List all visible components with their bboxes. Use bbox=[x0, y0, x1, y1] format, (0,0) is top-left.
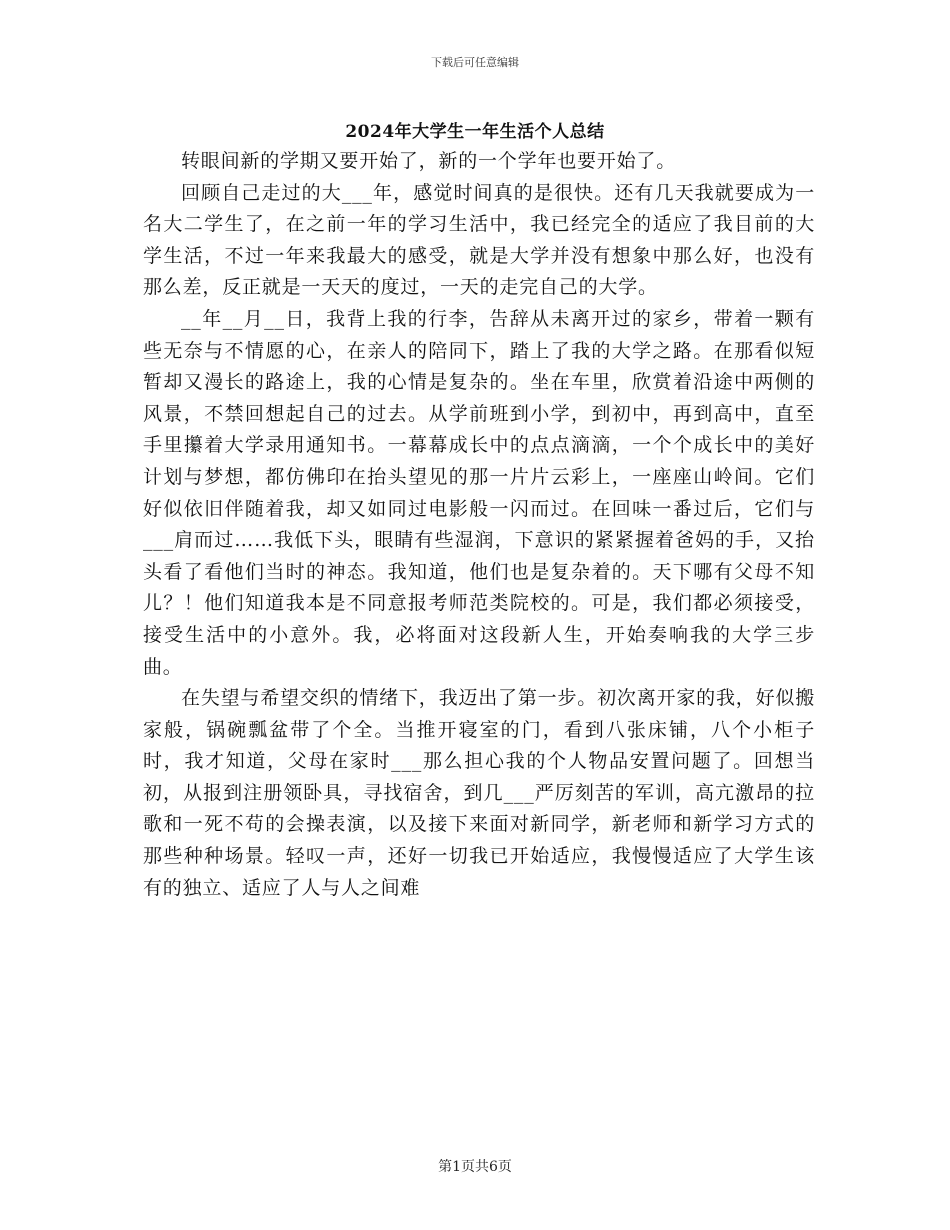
page-header: 下载后可任意编辑 bbox=[431, 56, 519, 69]
paragraph-2: 回顾自己走过的大___年，感觉时间真的是很快。还有几天我就要成为一名大二学生了，在之前一年的学习生活中，我已经完全的适应了我目前的大学生活，不过一年来我最大的感受，就是大学并没有想象中那么好，也没有那么差，反正就是一天天的度过，一天的走完自己的大学。 bbox=[143, 181, 815, 299]
page-footer: 第1页共6页 bbox=[438, 1159, 512, 1175]
document-title: 2024年大学生一年生活个人总结 bbox=[345, 122, 605, 142]
paragraph-3: __年__月__日，我背上我的行李，告辞从未离开过的家乡，带着一颗有些无奈与不情愿的心，在亲人的陪同下，踏上了我的大学之路。在那看似短暂却又漫长的路途上，我的心情是复杂的。坐在车里，欣赏着沿途中两侧的风景，不禁回想起自己的过去。从学前班到小学，到初中，再到高中，直至手里攥着大学录用通知书。一幕幕成长中的点点滴滴，一个个成长中的美好计划与梦想，都仿佛印在抬头望见的那一片片云彩上，一座座山岭间。它们好似依旧伴随着我，却又如同过电影般一闪而过。在回味一番过后，它们与___肩而过……我低下头，眼睛有些湿润，下意识的紧紧握着爸妈的手，又抬头看了看他们当时的神态。我知道，他们也是复杂着的。天下哪有父母不知儿？！他们知道我本是不同意报考师范类院校的。可是，我们都必须接受，接受生活中的小意外。我，必将面对这段新人生，开始奏响我的大学三步曲。 bbox=[143, 307, 815, 678]
paragraph-4: 在失望与希望交织的情绪下，我迈出了第一步。初次离开家的我，好似搬家般，锅碗瓢盆带了个全。当推开寝室的门，看到八张床铺，八个小柜子时，我才知道，父母在家时___那么担心我的个人物品安置问题了。回想当初，从报到注册领卧具，寻找宿舍，到几___严厉刻苦的军训，高亢激昂的拉歌和一死不苟的会操表演，以及接下来面对新同学，新老师和新学习方式的那些种种场景。轻叹一声，还好一切我已开始适应，我慢慢适应了大学生该有的独立、适应了人与人之间难 bbox=[143, 687, 815, 899]
document-body bbox=[143, 146, 815, 904]
paragraph-1: 转眼间新的学期又要开始了，新的一个学年也要开始了。 bbox=[181, 150, 677, 172]
